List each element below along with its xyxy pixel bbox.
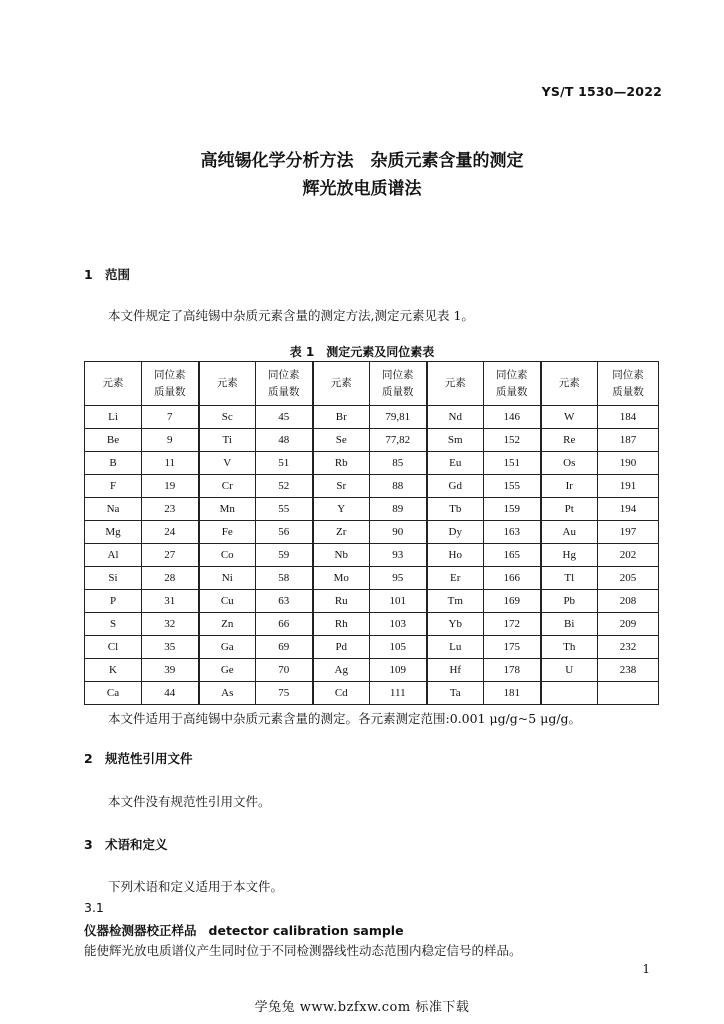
table-row [85,429,659,452]
section-number: 2 [84,751,93,766]
element-cell: Pt [541,498,598,521]
mass-number-cell: 77,82 [370,429,427,452]
table-row [85,452,659,475]
element-cell: U [541,659,598,682]
mass-number-cell: 93 [370,544,427,567]
document-title: 高纯锡化学分析方法 杂质元素含量的测定 [200,151,524,171]
element-cell: Bi [541,613,598,636]
element-cell: Tb [427,498,484,521]
header-isotope-line1: 同位素 [612,368,644,381]
element-cell: Li [85,406,142,429]
header-isotope [598,362,659,406]
footer-watermark[interactable]: 学兔兔 www.bzfxw.com 标准下载 [254,1000,470,1015]
section-3-heading [84,835,168,853]
mass-number-cell: 90 [370,521,427,544]
element-cell: Ge [199,659,256,682]
mass-number-cell: 48 [256,429,313,452]
mass-number-cell: 197 [598,521,659,544]
table-row [85,590,659,613]
element-cell: Si [85,567,142,590]
document-subtitle: 辉光放电质谱法 [302,179,422,199]
element-cell: Ru [313,590,370,613]
mass-number-cell: 39 [142,659,199,682]
header-isotope-line1: 同位素 [382,368,414,381]
mass-number-cell: 209 [598,613,659,636]
element-cell: F [85,475,142,498]
mass-number-cell: 44 [142,682,199,705]
element-cell: Gd [427,475,484,498]
mass-number-cell: 109 [370,659,427,682]
element-cell: Fe [199,521,256,544]
isotope-table [84,361,659,705]
mass-number-cell: 70 [256,659,313,682]
element-cell: Mn [199,498,256,521]
element-cell: Be [85,429,142,452]
mass-number-cell: 69 [256,636,313,659]
table-row [85,659,659,682]
element-cell: Rb [313,452,370,475]
mass-number-cell: 51 [256,452,313,475]
mass-number-cell: 172 [484,613,541,636]
element-cell: Co [199,544,256,567]
element-cell: Ag [313,659,370,682]
mass-number-cell [598,682,659,705]
element-cell: Na [85,498,142,521]
section-1-applicability: 本文件适用于高纯锡中杂质元素含量的测定。各元素测定范围:0.001 μg/g~5 μg/g。 [108,711,582,726]
table-row [85,682,659,705]
section-2-paragraph: 本文件没有规范性引用文件。 [108,794,271,809]
table-body [85,406,659,705]
element-cell: Ho [427,544,484,567]
element-cell [541,682,598,705]
header-isotope-line2: 质量数 [612,385,644,398]
mass-number-cell: 232 [598,636,659,659]
header-isotope-line2: 质量数 [382,385,414,398]
element-cell: Cd [313,682,370,705]
header-isotope [370,362,427,406]
element-cell: Cl [85,636,142,659]
mass-number-cell: 52 [256,475,313,498]
mass-number-cell: 19 [142,475,199,498]
mass-number-cell: 111 [370,682,427,705]
mass-number-cell: 166 [484,567,541,590]
section-title: 范围 [105,267,131,282]
table-row [85,521,659,544]
mass-number-cell: 55 [256,498,313,521]
term-chinese: 仪器检测器校正样品 [84,923,197,938]
element-cell: Lu [427,636,484,659]
header-isotope [256,362,313,406]
mass-number-cell: 95 [370,567,427,590]
mass-number-cell: 7 [142,406,199,429]
element-cell: Cu [199,590,256,613]
element-cell: Ni [199,567,256,590]
element-cell: Ti [199,429,256,452]
page-number: 1 [642,962,650,976]
mass-number-cell: 63 [256,590,313,613]
mass-number-cell: 105 [370,636,427,659]
mass-number-cell: 89 [370,498,427,521]
header-element: 元素 [199,362,256,406]
section-number: 3 [84,837,93,852]
header-element: 元素 [85,362,142,406]
table-header-row [85,362,659,406]
table-row [85,544,659,567]
mass-number-cell: 31 [142,590,199,613]
mass-number-cell: 58 [256,567,313,590]
element-cell: Mg [85,521,142,544]
term-title [84,921,404,939]
element-cell: Er [427,567,484,590]
mass-number-cell: 59 [256,544,313,567]
mass-number-cell: 191 [598,475,659,498]
table-row [85,498,659,521]
mass-number-cell: 190 [598,452,659,475]
element-cell: Ga [199,636,256,659]
term-definition: 能使辉光放电质谱仪产生同时位于不同检测器线性动态范围内稳定信号的样品。 [84,943,522,958]
element-cell: Rh [313,613,370,636]
element-cell: B [85,452,142,475]
table-row [85,567,659,590]
mass-number-cell: 101 [370,590,427,613]
element-cell: S [85,613,142,636]
mass-number-cell: 178 [484,659,541,682]
mass-number-cell: 79,81 [370,406,427,429]
section-number: 1 [84,267,93,282]
mass-number-cell: 175 [484,636,541,659]
element-cell: Ir [541,475,598,498]
section-3-paragraph: 下列术语和定义适用于本文件。 [108,879,284,894]
mass-number-cell: 208 [598,590,659,613]
mass-number-cell: 32 [142,613,199,636]
element-cell: Mo [313,567,370,590]
element-cell: Sr [313,475,370,498]
mass-number-cell: 146 [484,406,541,429]
element-cell: Tm [427,590,484,613]
mass-number-cell: 155 [484,475,541,498]
table-caption: 表 1 测定元素及同位素表 [289,345,435,359]
element-cell: As [199,682,256,705]
element-cell: Th [541,636,598,659]
element-cell: Yb [427,613,484,636]
header-isotope-line1: 同位素 [268,368,300,381]
element-cell: Zr [313,521,370,544]
mass-number-cell: 45 [256,406,313,429]
table-row [85,613,659,636]
section-title: 规范性引用文件 [105,751,193,766]
mass-number-cell: 163 [484,521,541,544]
term-english: detector calibration sample [208,923,404,938]
header-element: 元素 [427,362,484,406]
element-cell: P [85,590,142,613]
mass-number-cell: 24 [142,521,199,544]
mass-number-cell: 11 [142,452,199,475]
mass-number-cell: 23 [142,498,199,521]
mass-number-cell: 159 [484,498,541,521]
mass-number-cell: 151 [484,452,541,475]
element-cell: Tl [541,567,598,590]
header-isotope-line2: 质量数 [154,385,186,398]
mass-number-cell: 56 [256,521,313,544]
element-cell: Nb [313,544,370,567]
element-cell: Pb [541,590,598,613]
element-cell: Nd [427,406,484,429]
section-1-heading [84,265,130,283]
element-cell: Pd [313,636,370,659]
header-isotope [484,362,541,406]
mass-number-cell: 238 [598,659,659,682]
standard-code: YS/T 1530—2022 [541,84,662,99]
mass-number-cell: 152 [484,429,541,452]
mass-number-cell: 184 [598,406,659,429]
element-cell: Sc [199,406,256,429]
element-cell: Au [541,521,598,544]
mass-number-cell: 9 [142,429,199,452]
element-cell: Ca [85,682,142,705]
mass-number-cell: 187 [598,429,659,452]
mass-number-cell: 28 [142,567,199,590]
subsection-number: 3.1 [84,900,104,915]
element-cell: Eu [427,452,484,475]
element-cell: Y [313,498,370,521]
header-element: 元素 [541,362,598,406]
header-isotope-line1: 同位素 [154,368,186,381]
section-title: 术语和定义 [105,837,168,852]
mass-number-cell: 66 [256,613,313,636]
element-cell: Ta [427,682,484,705]
mass-number-cell: 35 [142,636,199,659]
header-isotope-line2: 质量数 [496,385,528,398]
header-element: 元素 [313,362,370,406]
section-2-heading [84,749,193,767]
mass-number-cell: 169 [484,590,541,613]
mass-number-cell: 85 [370,452,427,475]
element-cell: V [199,452,256,475]
table-row [85,636,659,659]
element-cell: Br [313,406,370,429]
mass-number-cell: 75 [256,682,313,705]
element-cell: Hg [541,544,598,567]
table-row [85,475,659,498]
header-isotope-line2: 质量数 [268,385,300,398]
header-isotope [142,362,199,406]
mass-number-cell: 194 [598,498,659,521]
table-row [85,406,659,429]
section-1-paragraph: 本文件规定了高纯锡中杂质元素含量的测定方法,测定元素见表 1。 [108,308,474,323]
mass-number-cell: 202 [598,544,659,567]
element-cell: Os [541,452,598,475]
element-cell: Re [541,429,598,452]
element-cell: Sm [427,429,484,452]
element-cell: W [541,406,598,429]
element-cell: Se [313,429,370,452]
mass-number-cell: 181 [484,682,541,705]
mass-number-cell: 165 [484,544,541,567]
element-cell: Hf [427,659,484,682]
element-cell: Cr [199,475,256,498]
mass-number-cell: 205 [598,567,659,590]
mass-number-cell: 88 [370,475,427,498]
element-cell: Al [85,544,142,567]
header-isotope-line1: 同位素 [496,368,528,381]
element-cell: Zn [199,613,256,636]
element-cell: K [85,659,142,682]
element-cell: Dy [427,521,484,544]
mass-number-cell: 103 [370,613,427,636]
mass-number-cell: 27 [142,544,199,567]
